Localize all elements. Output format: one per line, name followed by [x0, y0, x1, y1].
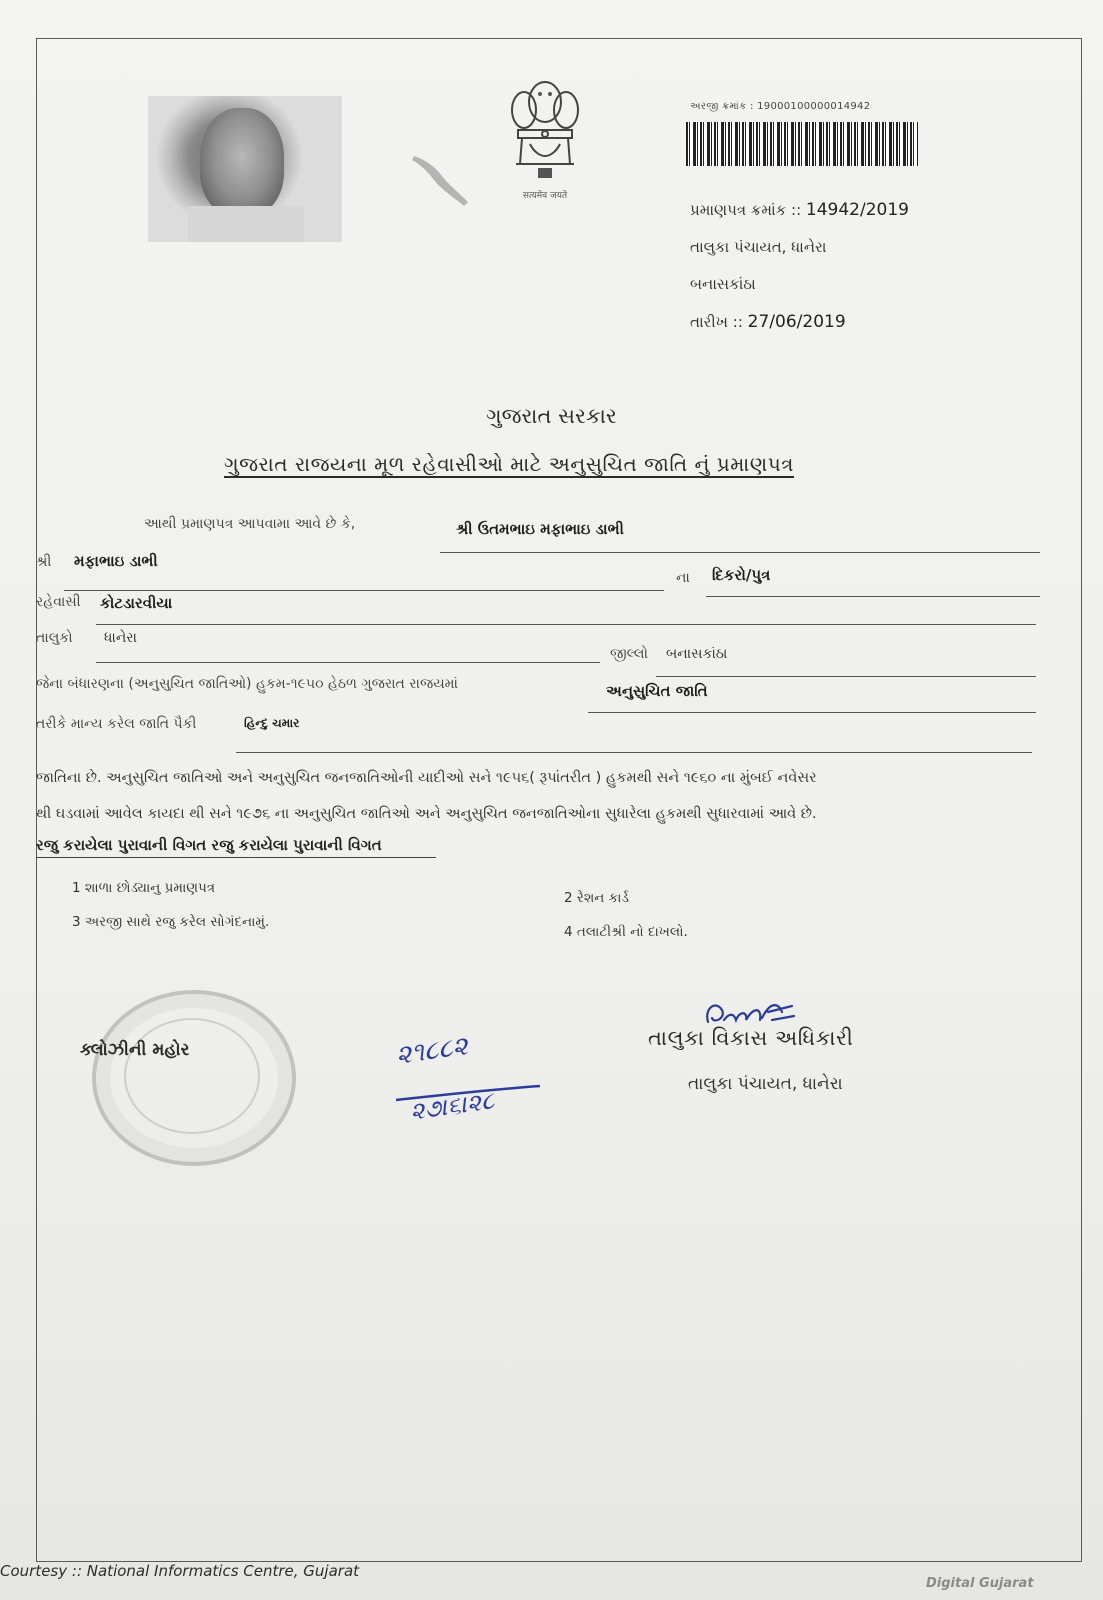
lion-capital-icon: [500, 72, 590, 186]
evidence-item: 4 તલાટીશ્રી નો દાખલો.: [564, 924, 688, 940]
certificate-heading: ગુજરાત રાજયના મૂળ રહેવાસીઓ માટે અનુસુચિત જાતિ નું પ્રમાણપત્ર: [224, 452, 794, 476]
evidence-item: 1 શાળા છોડ્યાનુ પ્રમાણપત્ર: [72, 880, 216, 896]
courtesy-footer: Courtesy :: National Informatics Centre, Gujarat: [0, 1562, 360, 1580]
category-line: [588, 712, 1036, 713]
emblem-motto: सत्यमेव जयते: [522, 191, 568, 201]
government-title: ગુજરાત સરકાર: [486, 404, 617, 428]
father-name-line: [64, 590, 664, 591]
evidence-heading: રજુ કરાયેલા પુરાવાની વિગત રજુ કરાયેલા પુરાવાની વિગત: [36, 836, 436, 858]
photo-shirt: [188, 206, 304, 242]
barcode: [686, 122, 918, 166]
officer-title: તાલુકા વિકાસ અધિકારી: [648, 1026, 854, 1050]
order-label: જેના બંધારણના (અનુસુચિત જાતિઓ) હુકમ-૧૯૫૦ હેઠળ ગુજરાત રાજયમાં: [36, 676, 458, 692]
certificate-number-label: પ્રમાણપત્ર ક્રમાંક ::: [690, 201, 802, 219]
village: કોટડારવીયા: [100, 594, 173, 612]
handwritten-number: ૨૧૮૮૨: [394, 1031, 470, 1071]
evidence-item: 3 અરજી સાથે રજુ કરેલ સોગંદનામું.: [72, 914, 270, 930]
national-emblem: [500, 72, 590, 204]
category: અનુસુચિત જાતિ: [606, 682, 708, 700]
caste: હિન્દુ ચમાર: [244, 716, 300, 730]
handwritten-date: ૨૭।૬।૨૮: [408, 1086, 496, 1126]
relation-line: [706, 596, 1040, 597]
digital-gujarat-footer: Digital Gujarat: [926, 1576, 1034, 1591]
caste-line: [236, 752, 1032, 753]
paper-mark-icon: [412, 152, 472, 208]
legal-paragraph-line-2: થી ઘડવામાં આવેલ કાયદા થી સને ૧૯૭૬ ના અનુસુચિત જાતિઓ અને અનુસુચિત જનજાતિઓના સુધારેલા હુકમથી સુધારવામાં આવે છે.: [36, 806, 817, 822]
relation: દિકરો/પુત્ર: [712, 566, 771, 584]
legal-paragraph-line-1: જાતિના છે. અનુસુચિત જાતિઓ અને અનુસુચિત જનજાતિઓની યાદીઓ સને ૧૯૫૬( રૂપાંતરીત ) હુકમથી સને ૧૯૬૦ ના મુંબઈ નવેસર: [36, 770, 817, 786]
copy-seal-label: ક્લોઝીની મહોર: [80, 1040, 190, 1060]
district-label: જીલ્લો: [610, 646, 648, 662]
taluka-label: તાલુકો: [36, 630, 73, 646]
district-line: [656, 676, 1036, 677]
photo-face: [200, 108, 284, 216]
district: બનાસકાંઠા: [666, 646, 728, 662]
intro-label: આથી પ્રમાણપત્ર આપવામા આવે છે કે,: [144, 516, 356, 532]
issue-date-label: તારીખ ::: [690, 313, 743, 331]
applicant-photo: [148, 96, 342, 242]
village-line: [96, 624, 1036, 625]
evidence-item: 2 રેશન કાર્ડ: [564, 890, 629, 906]
officer-office: તાલુકા પંચાયત, ધાનેરા: [688, 1074, 843, 1094]
father-name: મફાભાઇ ડાભી: [74, 552, 158, 570]
certificate-number-row: [690, 200, 909, 220]
holder-name: શ્રી ઉતમભાઇ મફાભાઇ ડાભી: [456, 520, 624, 538]
shri-label: શ્રી: [36, 554, 52, 570]
certificate-number: 14942/2019: [805, 200, 909, 220]
office-seal: [92, 990, 296, 1166]
taluka: ધાનેરા: [104, 630, 137, 646]
issue-date: 27/06/2019: [747, 312, 846, 332]
issue-date-row: [690, 312, 846, 332]
issuing-office: તાલુકા પંચાયત, ધાનેરા: [690, 238, 827, 256]
of-label: ના: [676, 570, 690, 586]
application-number: અરજી ક્રમાંક : 19000100000014942: [690, 101, 871, 112]
resident-label: રહેવાસી: [36, 594, 81, 610]
taluka-line: [96, 662, 600, 663]
issuing-district: બનાસકાંઠા: [690, 275, 756, 293]
recognized-label: તરીકે માન્ય કરેલ જાતિ પૈકી: [36, 716, 197, 732]
holder-name-line: [440, 552, 1040, 553]
office-seal-inner: [124, 1018, 260, 1134]
